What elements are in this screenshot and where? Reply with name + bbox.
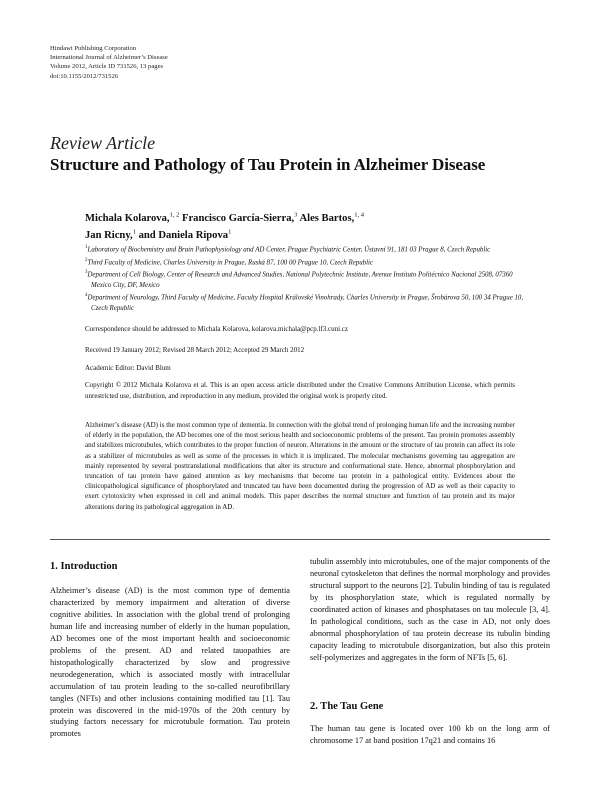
- author: Michala Kolarova,$^{1, 2}$: [85, 211, 180, 224]
- author-list: [85, 208, 515, 243]
- author: Jan Ricny,$^1$: [85, 228, 136, 242]
- doi: doi:10.1155/2012/731526: [50, 72, 119, 80]
- affiliation: $^2$Third Faculty of Medicine, Charles University in Prague, Ruská 87, 100 00 Prague 10, Czech Republic: [85, 257, 373, 266]
- author: Ales Bartos,$^{1, 4}$: [299, 211, 364, 224]
- affiliation: $^4$Department of Neurology, Third Faculty of Medicine, Faculty Hospital Královské Vinohrady, Charles University in Prague, Šrobárova 50, 100 34 Prague 10, Czech Republic: [85, 293, 524, 312]
- author: Francisco García-Sierra,$^3$: [181, 211, 298, 224]
- dates: Received 19 January 2012; Revised 28 March 2012; Accepted 29 March 2012: [85, 346, 305, 354]
- copyright: Copyright © 2012 Michala Kolarova et al. This is an open access article distributed under the Creative Commons Attribution License, which permits unrestricted use, distribution, and reproduction in any medium, provided the original work is properly cited.: [85, 381, 515, 400]
- academic-editor: Academic Editor: David Blum: [85, 364, 171, 372]
- affiliation: $^3$Department of Cell Biology, Center of Research and Advanced Studies, National Polytechnic Institute, Avenue Instituto Politécnico Nacional 2508, 07360 Mexico City, DF, Mexico: [85, 270, 513, 289]
- journal-header: [50, 44, 168, 81]
- body-paragraph: Alzheimer’s disease (AD) is the most common type of dementia characterized by memory impairment and alteration of diverse cognitive abilities. In association with the global trend of prolonging human life and increasing number of elderly in the human population, AD becomes one of the most important health and socioeconomic problems of the present. AD and related tauopathies are histopathologically characterized by slow and progressive neurodegeneration, which is associated mostly with intracellular accumulation of tau protein leading to the so-called neurofibrillary tangles (NFTs) and other inclusions containing modified tau [1]. Tau protein was discovered in the mid-1970s of the 20th century by studying factors necessary for microtubule formation. Tau protein promotes: [50, 586, 290, 739]
- abstract: Alzheimer’s disease (AD) is the most common type of dementia. In connection with the global trend of prolonging human life and the increasing number of elderly in the population, the AD becomes one of the most serious health and socioeconomic problems of the present. Tau protein promotes assembly and stabilizes microtubules, which contributes to the proper function of neuron. Alterations in the amount or the structure of tau protein can affect its role as a stabilizer of microtubules as well as some of the processes in which it is implicated. The molecular mechanisms governing tau aggregation are mainly represented by several posttranslational modifications that alter its structure and conformational state. Hence, abnormal phosphorylation and truncation of tau protein have gained attention as key mechanisms that become tau protein in a pathological entity. Evidences about the clinicopathological significance of phosphorylated and truncated tau have been documented during the progression of AD as well as their capacity to exert cytotoxicity when expressed in cell and animal models. This paper describes the normal structure and function of tau protein and its major alterations during its pathological aggregation in AD.: [85, 421, 515, 511]
- journal-name: International Journal of Alzheimer’s Disease: [50, 54, 168, 62]
- body-paragraph: The human tau gene is located over 100 kb on the long arm of chromosome 17 at band position 17q21 and contains 16: [310, 724, 550, 745]
- volume-info: Volume 2012, Article ID 731526, 13 pages: [50, 63, 164, 71]
- section-heading: 1. Introduction: [50, 561, 118, 572]
- affiliations: [85, 243, 525, 314]
- author: and Daniela Ripova$^1$: [138, 228, 232, 242]
- article-type: Review Article: [50, 133, 156, 153]
- article-title: Structure and Pathology of Tau Protein in Alzheimer Disease: [50, 155, 486, 174]
- publisher: Hindawi Publishing Corporation: [50, 45, 137, 52]
- divider: [50, 539, 550, 540]
- body-paragraph: tubulin assembly into microtubules, one of the major components of the neuronal cytoskeleton that defines the normal morphology and provides structural support to the neurons [2]. Tubulin binding of tau is regulated by its phosphorylation state, which is regulated normally by coordinated action of kinases and phosphatases on tau molecule [3, 4]. In pathological conditions, such as the case in AD, not only does abnormal phosphorylation of tau protein decrease its tubulin binding capacity leading to microtubule disorganization, but also this protein self-polymerizes and aggregates in the form of NFTs [5, 6].: [310, 557, 550, 662]
- correspondence: Correspondence should be addressed to Michala Kolarova, kolarova.michala@pcp.lf3.cuni.cz: [85, 325, 349, 333]
- affiliation: $^1$Laboratory of Biochemistry and Brain Pathophysiology and AD Center, Prague Psychiatric Center, Ústavní 91, 181 03 Prague 8, Czech Republic: [85, 245, 491, 254]
- section-heading: 2. The Tau Gene: [310, 701, 384, 712]
